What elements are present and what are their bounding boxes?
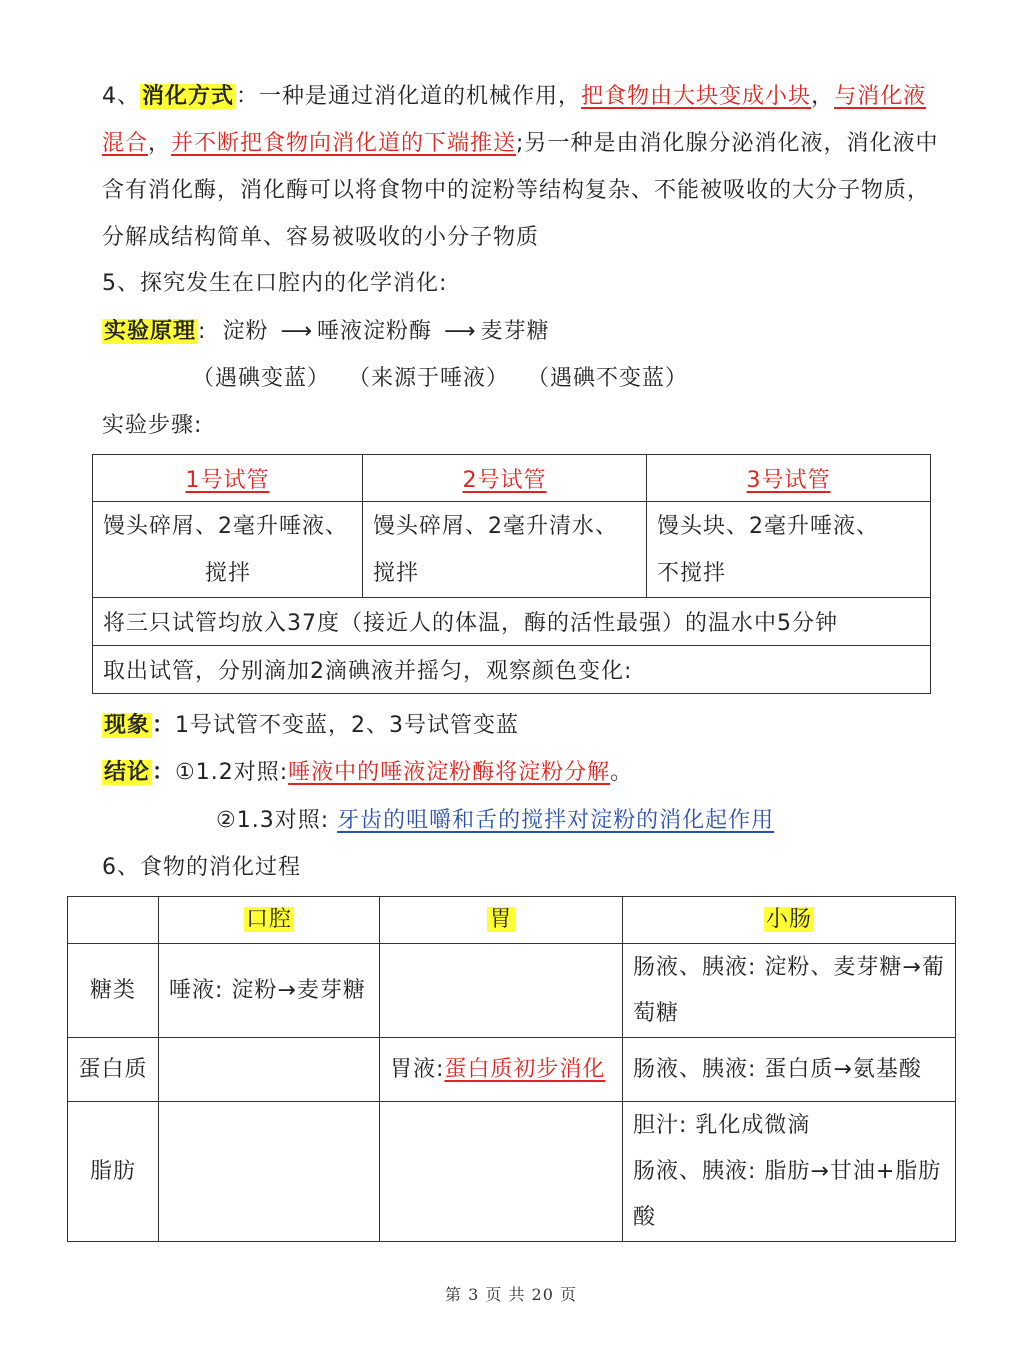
row-label-fat: 脂肪 — [68, 1102, 159, 1242]
colon: ： — [152, 760, 176, 785]
experiment-table — [92, 454, 931, 694]
punctuation: ， — [148, 131, 172, 156]
principle-notes — [192, 364, 688, 394]
section-number: 4、 — [102, 84, 140, 109]
red-underline-text: 把食物由大块变成小块 — [581, 84, 812, 109]
cell-line: 馒头块、2毫升唾液、 — [657, 513, 879, 539]
row-label-carbs: 糖类 — [68, 944, 159, 1038]
red-underline-text: 蛋白质初步消化 — [444, 1056, 606, 1082]
body-text: 一种是通过消化道的机械作用， — [259, 84, 582, 109]
conclusion-line-1 — [102, 758, 633, 788]
cell-line: 搅拌 — [373, 560, 420, 586]
starch-text: 淀粉 — [222, 319, 269, 344]
blue-underline-text: 牙齿的咀嚼和舌的搅拌对淀粉的消化起作用 — [337, 808, 775, 833]
punctuation: 。 — [610, 760, 634, 785]
header-intestine — [623, 897, 956, 944]
red-underline-text: 唾液中的唾液淀粉酶将淀粉分解 — [288, 760, 611, 785]
protein-mouth — [159, 1038, 380, 1102]
digestion-table — [67, 896, 956, 1242]
note-text: （遇碘不变蓝） — [527, 366, 689, 391]
cell-line: 馒头碎屑、2毫升清水、 — [373, 513, 618, 539]
maltose-text: 麦芽糖 — [480, 319, 550, 344]
step-row-1: 将三只试管均放入37度（接近人的体温，酶的活性最强）的温水中5分钟 — [93, 598, 931, 646]
section-4-paragraph — [102, 73, 947, 261]
header-label: 口腔 — [245, 907, 292, 932]
principle-line — [102, 317, 550, 347]
tube-1-header — [93, 455, 363, 502]
principle-label: 实验原理 — [104, 319, 197, 344]
fat-intestine — [623, 1102, 956, 1242]
colon: : — [198, 319, 207, 344]
header-label: 胃 — [489, 907, 513, 932]
section-5-title: 5、探究发生在口腔内的化学消化: — [102, 271, 448, 296]
cell-line: 肠液、胰液: 脂肪→甘油+脂肪酸 — [633, 1158, 942, 1230]
step-row-2: 取出试管，分别滴加2滴碘液并摇匀，观察颜色变化: — [93, 646, 931, 694]
carbs-intestine: 肠液、胰液: 淀粉、麦芽糖→葡萄糖 — [623, 944, 956, 1038]
protein-intestine: 肠液、胰液: 蛋白质→氨基酸 — [623, 1038, 956, 1102]
note-text: （来源于唾液） — [348, 366, 510, 391]
conclusion-label: 结论 — [104, 760, 151, 785]
phenomenon-label: 现象 — [104, 713, 151, 738]
fat-mouth — [159, 1102, 380, 1242]
row-label-protein: 蛋白质 — [68, 1038, 159, 1102]
conclusion-line-2 — [216, 806, 774, 836]
red-underline-text: 与消化液混合 — [102, 84, 927, 156]
tube-3-header — [647, 455, 931, 502]
tube-label: 1号试管 — [185, 467, 270, 493]
cell-line: 胆汁: 乳化成微滴 — [633, 1112, 811, 1138]
body-text: ;另一种是由消化腺分泌消化液，消化液中含有消化酶，消化酶可以将食物中的淀粉等结构复杂、不能被吸收的大分子物质，分解成结构简单、容易被吸收的小分子物质 — [102, 131, 939, 250]
tube-label: 3号试管 — [746, 467, 831, 493]
long-arrow-icon: ⟶ — [444, 319, 477, 344]
corner-cell — [68, 897, 159, 944]
tube-2-header — [363, 455, 647, 502]
conclusion-prefix: ①1.2对照: — [175, 760, 289, 785]
cell-prefix: 胃液: — [390, 1056, 445, 1082]
carbs-mouth: 唾液: 淀粉→麦芽糖 — [159, 944, 380, 1038]
red-underline-text: 并不断把食物向消化道的下端推送 — [171, 131, 517, 156]
steps-label: 实验步骤: — [102, 413, 203, 438]
fat-stomach — [380, 1102, 623, 1242]
note-text: （遇碘变蓝） — [192, 366, 331, 391]
section-6-title: 6、食物的消化过程 — [102, 855, 301, 880]
header-label: 小肠 — [765, 907, 812, 932]
cell-line: 搅拌 — [205, 560, 252, 586]
cell-line: 不搅拌 — [657, 560, 727, 586]
header-stomach — [380, 897, 623, 944]
conclusion-prefix: ②1.3对照: — [216, 808, 330, 833]
colon: ： — [152, 713, 176, 738]
cell-line: 馒头碎屑、2毫升唾液、 — [103, 513, 348, 539]
protein-stomach — [380, 1038, 623, 1102]
phenomenon-line — [102, 711, 519, 741]
page-footer: 第 3 页 共 20 页 — [445, 1285, 577, 1304]
colon: ： — [236, 84, 260, 109]
highlight-label: 消化方式 — [142, 84, 235, 109]
tube-3-contents — [647, 502, 931, 598]
tube-2-contents — [363, 502, 647, 598]
tube-label: 2号试管 — [462, 467, 547, 493]
header-mouth — [159, 897, 380, 944]
punctuation: ， — [811, 84, 835, 109]
phenomenon-text: 1号试管不变蓝，2、3号试管变蓝 — [175, 713, 520, 738]
tube-1-contents — [93, 502, 363, 598]
enzyme-text: 唾液淀粉酶 — [317, 319, 433, 344]
carbs-stomach — [380, 944, 623, 1038]
long-arrow-icon: ⟶ — [280, 319, 313, 344]
